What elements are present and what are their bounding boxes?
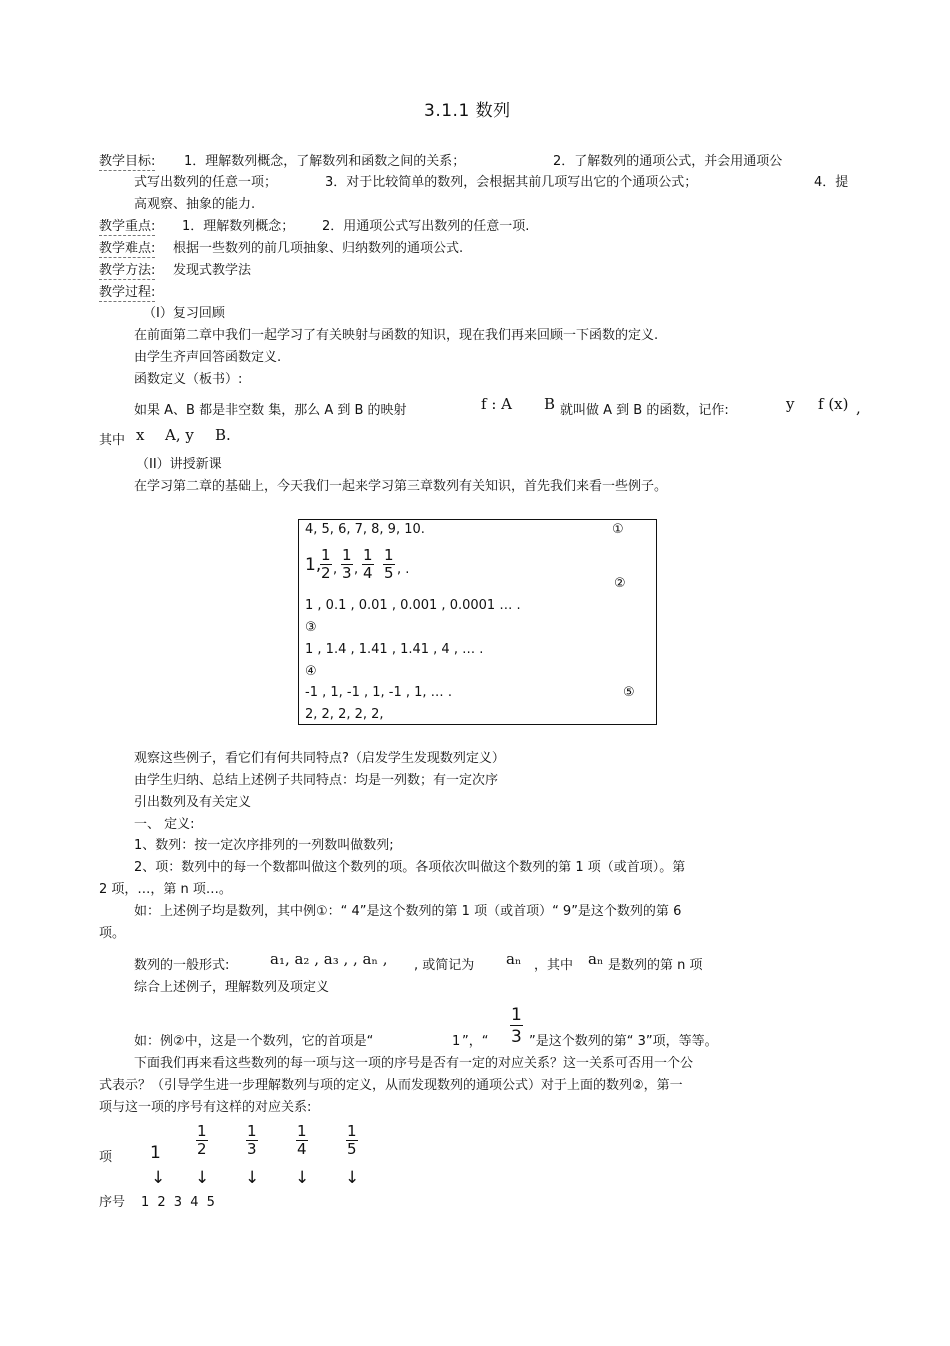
example-row-3: 1 , 0.1 , 0.01 , 0.001 , 0.0001 … .	[305, 598, 521, 613]
observe-p2: 由学生归纳、总结上述例子共同特点：均是一列数；有一定次序	[134, 773, 499, 788]
focus-label: 教学重点:	[99, 219, 156, 234]
mapping-arrow: ↓	[151, 1168, 166, 1188]
mapping-first-term: 1	[150, 1143, 161, 1163]
mapping-indices: 1 2 3 4 5	[141, 1195, 215, 1210]
def-math-comma: ,	[856, 399, 861, 417]
goal-line2b: 3．对于比较简单的数列，会根据其前几项写出它的个通项公式；	[325, 175, 698, 190]
new-lesson-p1: 在学习第二章的基础上，今天我们一起来学习第三章数列有关知识，首先我们来看一些例子。	[134, 479, 668, 494]
mapping-arrow: ↓	[245, 1168, 260, 1188]
general-text-3: ，其中	[534, 958, 574, 973]
method-text: 发现式教学法	[173, 263, 252, 278]
mapping-arrow: ↓	[195, 1168, 210, 1188]
review-heading: （I）复习回顾	[143, 306, 225, 321]
example-2-frac: $\frac{1}{5}$	[384, 546, 394, 582]
definition-heading: 一、 定义:	[134, 817, 195, 832]
general-text-1: 数列的一般形式:	[134, 958, 230, 973]
difficulty-label: 教学难点:	[99, 241, 156, 256]
example-marker-2: ②	[614, 576, 626, 591]
goal-line1b: 2．了解数列的通项公式，并会用通项公	[553, 154, 783, 169]
mapping-term-label: 项	[99, 1150, 113, 1165]
observe-p1: 观察这些例子，看它们有何共同特点?（启发学生发现数列定义）	[134, 751, 505, 766]
new-lesson-heading: （II）讲授新课	[136, 457, 222, 472]
example-row-2-lead: 1,	[305, 555, 322, 575]
mapping-arrow: ↓	[345, 1168, 360, 1188]
page-title: 3.1.1 数列	[424, 101, 511, 121]
def-math-fx: f (x)	[818, 395, 849, 413]
focus-item1: 1．理解数列概念；	[182, 219, 295, 234]
example2-frac: $\frac{1}{3}$	[511, 1005, 522, 1047]
general-math-an2: aₙ	[588, 950, 604, 968]
difficulty-text: 根据一些数列的前几项抽象、归纳数列的通项公式.	[173, 241, 464, 256]
definition-1: 1、数列：按一定次序排列的一列数叫做数列;	[134, 838, 394, 853]
goal-line1a: 1．理解数列概念，了解数列和函数之间的关系；	[184, 154, 466, 169]
definition-3: 如：上述例子均是数列，其中例①：“ 4”是这个数列的第 1 项（或首项）“ 9”是这个数列的第 6	[134, 904, 682, 919]
def-math-y: y	[786, 395, 795, 413]
def-math-ay: A, y	[165, 426, 194, 444]
relation-p3: 项与这一项的序号有这样的对应关系:	[99, 1100, 312, 1115]
def-math-x: x	[136, 426, 145, 444]
mapping-frac: $\frac{1}{4}$	[297, 1122, 307, 1158]
goal-line2c: 4．提	[814, 175, 849, 190]
definition-3-cont: 项。	[99, 926, 126, 941]
example2-text-2: ”，“	[462, 1034, 489, 1049]
example-row-5: -1 , 1, -1 , 1, -1 , 1, … .	[305, 685, 452, 700]
review-p2: 由学生齐声回答函数定义.	[134, 350, 282, 365]
definition-2-cont: 2 项，…，第 n 项…。	[99, 882, 232, 897]
mapping-arrow: ↓	[295, 1168, 310, 1188]
goal-line3: 高观察、抽象的能力.	[134, 197, 256, 212]
example2-text-3: ”是这个数列的第“ 3”项，等等。	[529, 1034, 718, 1049]
general-math-an: aₙ	[506, 950, 522, 968]
def-text-2: 就叫做 A 到 B 的函数，记作:	[560, 403, 729, 418]
mapping-frac: $\frac{1}{5}$	[347, 1122, 357, 1158]
def-text-1: 如果 A、B 都是非空数 集，那么 A 到 B 的映射	[134, 403, 407, 418]
definition-2: 2、项：数列中的每一个数都叫做这个数列的项。各项依次叫做这个数列的第 1 项（或首项）。第	[134, 860, 686, 875]
general-text-2: , 或简记为	[414, 958, 475, 973]
example2-text-1: 如：例②中，这是一个数列，它的首项是“	[134, 1034, 374, 1049]
def-math-bdot: B.	[215, 426, 231, 444]
relation-p1: 下面我们再来看这些数列的每一项与这一项的序号是否有一定的对应关系？这一关系可否用一个公	[134, 1056, 694, 1071]
mapping-frac: $\frac{1}{3}$	[247, 1122, 257, 1158]
general-text-4: 是数列的第 n 项	[608, 958, 703, 973]
example-marker-3: ③	[305, 620, 317, 635]
method-label: 教学方法:	[99, 263, 156, 278]
example-row-2-comma: ,	[333, 562, 338, 577]
example-2-frac: $\frac{1}{2}$	[321, 546, 331, 582]
general-summary: 综合上述例子，理解数列及项定义	[134, 980, 330, 995]
example-marker-1: ①	[612, 522, 624, 537]
review-p1: 在前面第二章中我们一起学习了有关映射与函数的知识，现在我们再来回顾一下函数的定义.	[134, 328, 659, 343]
review-p3: 函数定义（板书）:	[134, 372, 243, 387]
mapping-frac: $\frac{1}{2}$	[197, 1122, 207, 1158]
observe-p3: 引出数列及有关定义	[134, 795, 252, 810]
goal-label: 教学目标:	[99, 154, 156, 169]
example-2-frac: $\frac{1}{3}$	[342, 546, 352, 582]
process-label: 教学过程:	[99, 285, 156, 300]
def-text-3: 其中	[99, 433, 126, 448]
example-row-2-tail: , .	[397, 562, 410, 577]
goal-line2a: 式写出数列的任意一项；	[134, 175, 278, 190]
example-row-4: 1 , 1.4 , 1.41 , 1.41 , 4 , … .	[305, 642, 484, 657]
general-math-seq: a₁, a₂ , a₃ , , aₙ ,	[270, 950, 388, 968]
example-row-6: 2, 2, 2, 2, 2,	[305, 707, 384, 722]
def-math-b: B	[544, 395, 556, 413]
example-row-1: 4, 5, 6, 7, 8, 9, 10.	[305, 522, 425, 537]
mapping-index-label: 序号	[99, 1195, 126, 1210]
focus-item2: 2．用通项公式写出数列的任意一项.	[322, 219, 530, 234]
relation-p2: 式表示？（引导学生进一步理解数列与项的定义，从而发现数列的通项公式）对于上面的数列②，第一	[99, 1078, 683, 1093]
example2-first-term: 1	[452, 1034, 461, 1049]
def-math-map: f : A	[481, 395, 512, 413]
example-marker-4: ④	[305, 664, 317, 679]
example-marker-5: ⑤	[623, 685, 635, 700]
example-row-2-sep: ,	[354, 562, 359, 577]
example-2-frac: $\frac{1}{4}$	[363, 546, 373, 582]
